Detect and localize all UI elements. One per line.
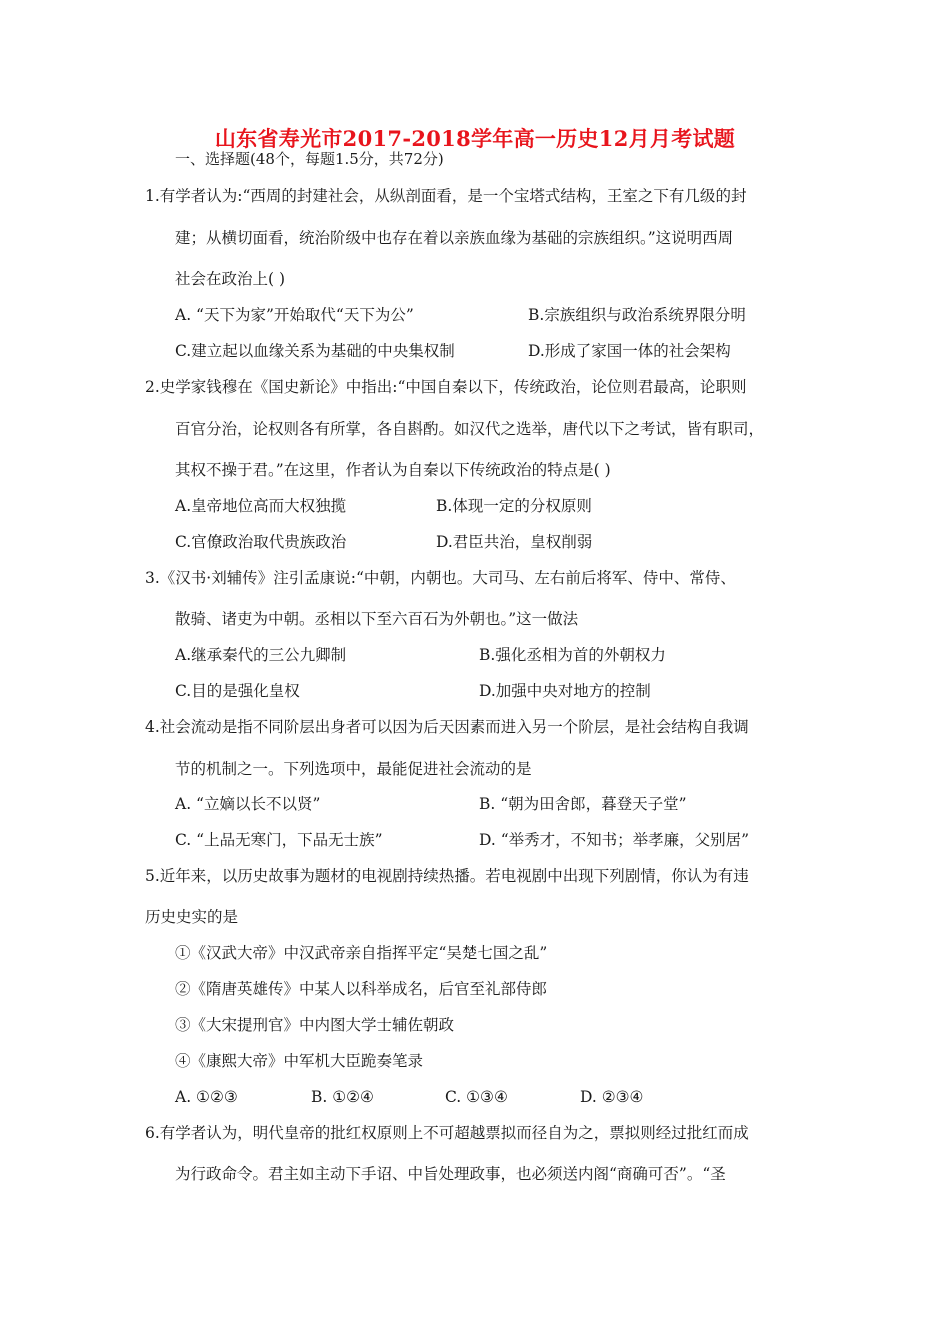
question-5-option-b: B. ①②④	[311, 1088, 374, 1106]
question-1-option-c: C.建立起以血缘关系为基础的中央集权制	[175, 342, 455, 360]
exam-title: 山东省寿光市2017-2018学年高一历史12月月考试题	[214, 126, 736, 151]
question-5-option-a: A. ①②③	[175, 1088, 238, 1106]
question-4-option-b: B. “朝为田舍郎，暮登天子堂”	[479, 795, 687, 813]
question-5-line-1: 5.近年来，以历史故事为题材的电视剧持续热播。若电视剧中出现下列剧情，你认为有违	[145, 867, 749, 885]
question-5-item-2: ②《隋唐英雄传》中某人以科举成名，后官至礼部侍郎	[175, 980, 548, 998]
question-1-line-3: 社会在政治上( )	[175, 270, 286, 288]
question-1-line-2: 建；从横切面看，统治阶级中也存在着以亲族血缘为基础的宗族组织。”这说明西周	[175, 229, 734, 247]
question-2-line-1: 2.史学家钱穆在《国史新论》中指出:“中国自秦以下，传统政治，论位则君最高，论职则	[145, 378, 747, 396]
question-1-line-1: 1.有学者认为:“西周的封建社会，从纵剖面看，是一个宝塔式结构，王室之下有几级的封	[145, 187, 747, 205]
question-3-option-c: C.目的是强化皇权	[175, 682, 300, 700]
question-3-line-2: 散骑、诸吏为中朝。丞相以下至六百石为外朝也。”这一做法	[175, 610, 579, 628]
question-5-item-4: ④《康熙大帝》中军机大臣跪奏笔录	[175, 1052, 424, 1070]
question-4-option-d: D. “举秀才，不知书；举孝廉，父别居”	[479, 831, 750, 849]
question-3-line-1: 3.《汉书·刘辅传》注引孟康说:“中朝，内朝也。大司马、左右前后将军、侍中、常侍、	[145, 569, 736, 587]
question-2-option-c: C.官僚政治取代贵族政治	[175, 533, 347, 551]
question-5-option-d: D. ②③④	[580, 1088, 644, 1106]
question-5-item-1: ①《汉武大帝》中汉武帝亲自指挥平定“吴楚七国之乱”	[175, 944, 548, 962]
question-4-line-2: 节的机制之一。下列选项中，最能促进社会流动的是	[175, 760, 532, 778]
section-heading: 一、选择题(48个，每题1.5分，共72分)	[175, 150, 444, 168]
question-5-option-c: C. ①③④	[445, 1088, 508, 1106]
question-2-option-a: A.皇帝地位高而大权独揽	[175, 497, 347, 515]
question-3-option-d: D.加强中央对地方的控制	[479, 682, 651, 700]
question-4-option-c: C. “上品无寒门，下品无士族”	[175, 831, 383, 849]
question-5-line-2: 历史史实的是	[145, 908, 239, 926]
question-6-line-2: 为行政命令。君主如主动下手诏、中旨处理政事，也必须送内阁“商确可否”。“圣	[175, 1165, 726, 1183]
question-4-option-a: A. “立嫡以长不以贤”	[175, 795, 321, 813]
question-1-option-b: B.宗族组织与政治系统界限分明	[528, 306, 746, 324]
question-5-item-3: ③《大宋提刑官》中内图大学士辅佐朝政	[175, 1016, 455, 1034]
question-2-option-d: D.君臣共治，皇权削弱	[436, 533, 593, 551]
question-1-option-d: D.形成了家国一体的社会架构	[528, 342, 731, 360]
question-1-option-a: A. “天下为家”开始取代“天下为公”	[175, 306, 414, 324]
question-3-option-b: B.强化丞相为首的外朝权力	[479, 646, 666, 664]
question-6-line-1: 6.有学者认为，明代皇帝的批红权原则上不可超越票拟而径自为之，票拟则经过批红而成	[145, 1124, 749, 1142]
question-2-option-b: B.体现一定的分权原则	[436, 497, 592, 515]
question-3-option-a: A.继承秦代的三公九卿制	[175, 646, 347, 664]
question-4-line-1: 4.社会流动是指不同阶层出身者可以因为后天因素而进入另一个阶层，是社会结构自我调	[145, 718, 749, 736]
question-2-line-3: 其权不操于君。”在这里，作者认为自秦以下传统政治的特点是( )	[175, 461, 611, 479]
question-2-line-2: 百官分治，论权则各有所掌，各自斟酌。如汉代之选举，唐代以下之考试，皆有职司，	[175, 420, 765, 438]
